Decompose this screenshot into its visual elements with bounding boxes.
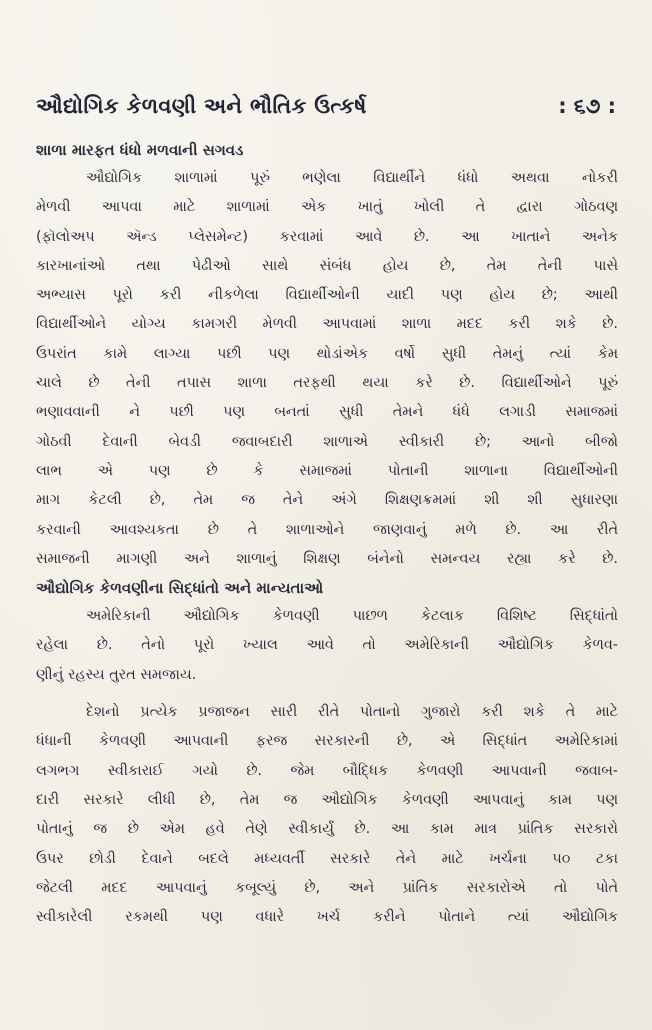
text-line: અભ્યાસ પૂરો કરી નીકળેલા વિદ્યાર્થીઓની યાદી પણ હોય છે; આથી (36, 287, 618, 304)
text-line: ધંધાની કેળવણી આપવાની ફરજ સરકારની છે, એ સિદ્ધાંત અમેરિકામાં (36, 733, 618, 750)
text-line: ણીનું રહસ્ય તુરત સમજાય. (36, 666, 197, 683)
text-line: પોતાનું જ છે એમ હવે તેણે સ્વીકાર્યું છે. આ કામ માત્ર પ્રાંતિક સરકારો (36, 821, 618, 838)
paragraph (36, 698, 618, 932)
text-line: અમેરિકાની ઔદ્યોગિક કેળવણી પાછળ કેટલાક વિશિષ્ટ સિદ્ધાંતો (86, 608, 618, 625)
text-line: લાભ એ પણ છે કે સમાજમાં પોતાની શાળાના વિદ્યાર્થીઓની (36, 462, 618, 479)
text-line: રહેલા છે. તેનો પૂરો ખ્યાલ આવે તો અમેરિકાની ઔદ્યોગિક કેળવ- (36, 637, 618, 654)
text-line: જેટલી મદદ આપવાનું કબૂલ્યું છે, અને પ્રાંતિક સરકારોએ તો પોતે (36, 879, 618, 896)
page-number: : ૬૭ : (558, 94, 616, 118)
text-line: ભણાવવાની ને પછી પણ બનતાં સુધી તેમને ધંધે લગાડી સમાજમાં (36, 404, 618, 421)
paragraph-gap (36, 690, 618, 698)
running-title: ઔદ્યોગિક કેળવણી અને ભૌતિક ઉત્કર્ષ (36, 94, 367, 118)
text-line: કરવાની આવશ્યકતા છે તે શાળાઓને જાણવાનું મળે છે. આ રીતે (36, 521, 618, 538)
text-line: ઉપરાંત કામે લાગ્યા પછી પણ થોડાંએક વર્ષો સુધી તેમનું ત્યાં કેમ (36, 345, 618, 362)
text-line: (ફૉલોઅપ ઍન્ડ પ્લેસમેન્ટ) કરવામાં આવે છે. આ ખાતાને અનેક (36, 228, 618, 245)
section-heading: શાળા મારફત ધંધો મળવાની સગવડ (36, 141, 244, 159)
text-line: માગ કેટલી છે, તેમ જ તેને અંગે શિક્ષણક્રમમાં શી શી સુધારણા (36, 492, 618, 509)
paragraph (36, 164, 618, 574)
text-line: કારખાનાંઓ તથા પેઢીઓ સાથે સંબંધ હોય છે, તેમ તેની પાસે (36, 257, 618, 274)
text-line: સમાજની માગણી અને શાળાનું શિક્ષણ બંનેનો સમન્વય રહ્યા કરે છે. (36, 550, 618, 567)
text-line: દારી સરકારે લીધી છે, તેમ જ ઔદ્યોગિક કેળવણી આપવાનું કામ પણ (36, 791, 618, 808)
text-line: ચાલે છે તેની તપાસ શાળા તરફથી થયા કરે છે. વિદ્યાર્થીઓને પૂરું (36, 375, 618, 392)
text-line: સ્વીકારેલી રકમથી પણ વધારે ખર્ચ કરીને પોતાને ત્યાં ઔદ્યોગિક (36, 909, 618, 926)
text-line: ઔદ્યોગિક શાળામાં પૂરું ભણેલા વિદ્યાર્થીને ધંધો અથવા નોકરી (86, 170, 618, 186)
body-text (36, 136, 618, 932)
paragraph (36, 602, 618, 690)
section-heading: ઔદ્યોગિક કેળવણીના સિદ્ધાંતો અને માન્યતાઓ (36, 579, 324, 598)
text-line: ઉપર છોડી દેવાને બદલે મધ્યવર્તી સરકારે તેને માટે ખર્ચના ૫૦ ટકા (36, 850, 618, 867)
running-header (36, 94, 616, 130)
text-line: ગોઠવી દેવાની બેવડી જવાબદારી શાળાએ સ્વીકારી છે; આનો બીજો (36, 433, 618, 450)
text-line: દેશનો પ્રત્યેક પ્રજાજન સારી રીતે પોતાનો ગુજારો કરી શકે તે માટે (86, 704, 618, 721)
text-line: મેળવી આપવા માટે શાળામાં એક ખાતું ખોલી તે દ્વારા ગોઠવણ (36, 199, 618, 216)
text-line: વિદ્યાર્થીઓને યોગ્ય કામગરી મેળવી આપવામાં શાળા મદદ કરી શકે છે. (36, 316, 618, 333)
text-line: લગભગ સ્વીકારાઈ ગયો છે. જેમ બૌદ્ધિક કેળવણી આપવાની જવાબ- (36, 762, 618, 779)
